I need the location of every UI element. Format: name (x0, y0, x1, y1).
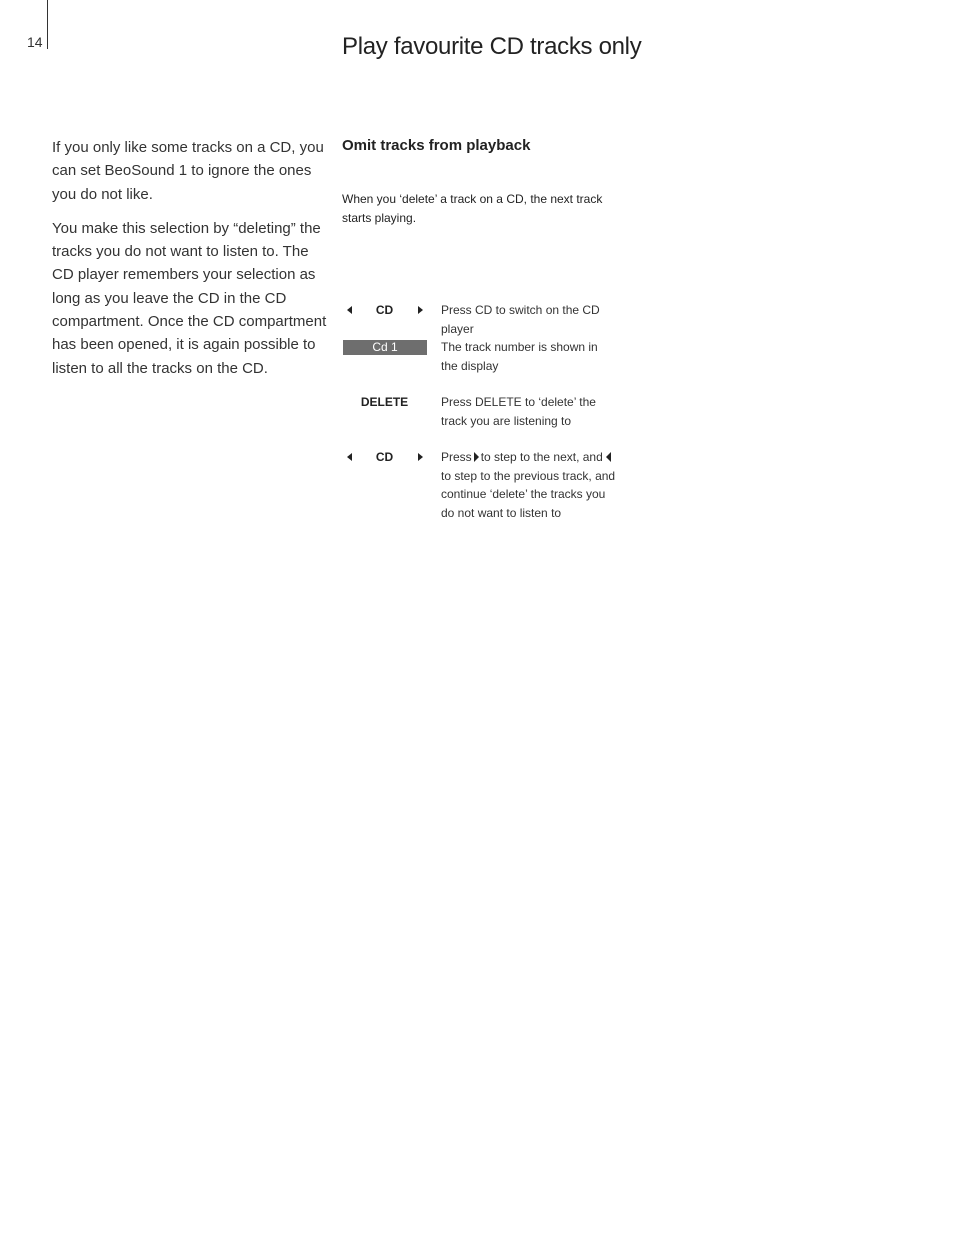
cd-key-label: CD (375, 450, 394, 464)
instruction-step (342, 301, 622, 339)
page-title: Play favourite CD tracks only (342, 33, 642, 60)
display-readout: Cd 1 (343, 340, 427, 355)
section-lead: When you ‘delete’ a track on a CD, the next track starts playing. (342, 192, 603, 225)
intro-column (52, 136, 332, 391)
intro-paragraph: If you only like some tracks on a CD, you can set BeoSound 1 to ignore the ones you do not like. (52, 139, 324, 203)
step-forward-icon (418, 453, 423, 461)
instruction-step (342, 338, 622, 376)
step-forward-icon (474, 452, 479, 462)
cd-key (342, 448, 427, 466)
step-text (441, 448, 616, 522)
step-text: The track number is shown in the display (441, 340, 598, 373)
page-number: 14 (27, 34, 43, 50)
instruction-step (342, 393, 622, 431)
section-heading: Omit tracks from playback (342, 137, 531, 154)
step-text-part: Press (441, 450, 472, 464)
step-text-part: to step to the next, and (480, 450, 603, 464)
cd-key-label: CD (375, 303, 394, 317)
step-text: Press CD to switch on the CD player (441, 303, 600, 336)
step-text: Press DELETE to ‘delete’ the track you are listening to (441, 395, 596, 428)
step-text-part: to step to the previous track, and continue ‘delete’ the tracks you do not want to listen to (441, 468, 616, 520)
margin-rule (47, 0, 48, 49)
step-back-icon (606, 452, 611, 462)
delete-key (342, 393, 427, 411)
delete-key-label: DELETE (360, 395, 409, 409)
cd-key (342, 301, 427, 319)
intro-paragraph: You make this selection by “deleting” the tracks you do not want to listen to. The CD player remembers your selection as long as you leave the CD in the CD compartment. Once the CD compartment has been opened, it is again possible to listen to all the tracks on the CD. (52, 219, 327, 377)
step-forward-icon (418, 306, 423, 314)
instruction-step (342, 448, 622, 528)
